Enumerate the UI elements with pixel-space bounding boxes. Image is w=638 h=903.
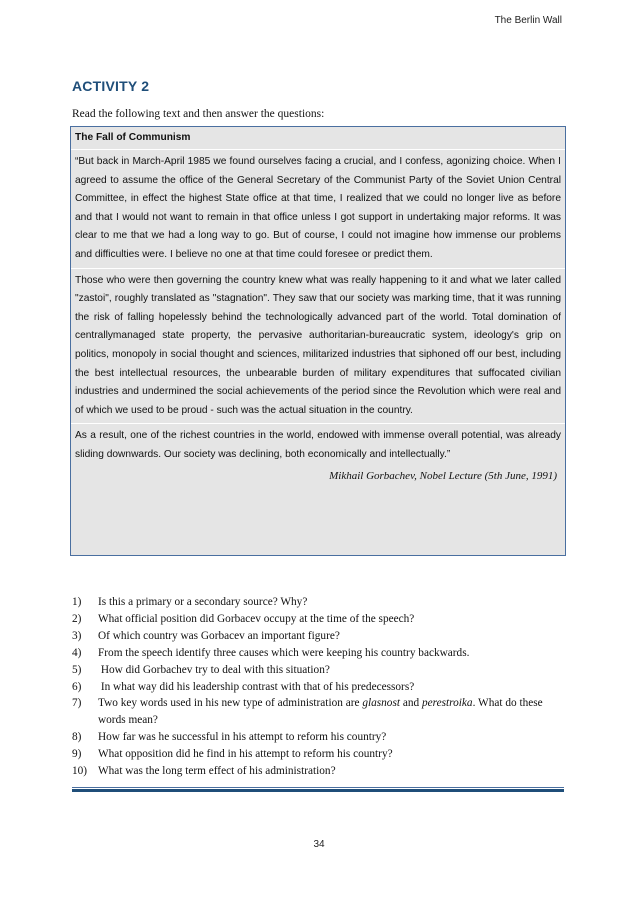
source-paragraph-3: As a result, one of the richest countries in the world, endowed with immense overall potential, was already sliding downwards. Our society was declining, both economically and intellectually.”	[71, 423, 565, 467]
question-item	[72, 628, 564, 645]
question-number: 4)	[72, 646, 82, 659]
question-text: How far was he successful in his attempt to reform his country?	[98, 731, 387, 744]
source-citation: Mikhail Gorbachev, Nobel Lecture (5th June, 1991)	[329, 469, 557, 482]
question-number: 6)	[72, 680, 82, 693]
question-item	[72, 594, 564, 611]
question-text-part: . What do these words mean?	[98, 697, 543, 727]
question-number: 9)	[72, 748, 82, 761]
question-item	[72, 679, 564, 696]
question-text: What official position did Gorbacev occupy at the time of the speech?	[98, 612, 415, 625]
page-number: 34	[313, 839, 325, 850]
question-text-part: and	[400, 697, 422, 710]
question-item	[72, 662, 564, 679]
question-list	[72, 594, 564, 780]
question-item	[72, 695, 564, 729]
question-number: 10)	[72, 765, 88, 778]
question-text: How did Gorbachev try to deal with this situation?	[98, 663, 330, 676]
question-number: 1)	[72, 596, 82, 608]
question-text-part: Two key words used in his new type of administration are	[98, 697, 363, 710]
footer-divider-thin	[72, 787, 564, 788]
source-text-box	[70, 126, 566, 556]
question-item	[72, 746, 564, 763]
question-number: 3)	[72, 629, 82, 642]
question-item	[72, 645, 564, 662]
source-title: The Fall of Communism	[71, 127, 565, 150]
running-header: The Berlin Wall	[494, 15, 562, 26]
source-paragraph-2: Those who were then governing the country knew what was really happening to it and what we later called "zastoi", roughly translated as "stagnation". They saw that our society was marking time, that it was running the risk of falling hopelessly behind the technologically advanced part of the world. Total domination of centrallymanaged state property, the pervasive authoritarian-bureaucratic system, ideology's grip on politics, monopoly in social thought and sciences, militarized industries that siphoned off our best, including the best intellectual resources, the unbearable burden of military expenditures that suffocated civilian industries and undermined the social achievements of the period since the Revolution which were real and of which we used to be proud - such was the actual situation in the country.	[71, 268, 565, 424]
question-text: In what way did his leadership contrast with that of his predecessors?	[98, 680, 415, 693]
question-number: 5)	[72, 663, 82, 676]
question-number: 8)	[72, 731, 82, 744]
question-text: What opposition did he find in his attempt to reform his country?	[98, 748, 393, 761]
question-text: What was the long term effect of his administration?	[98, 765, 336, 778]
term-perestroika: perestroika	[421, 697, 473, 710]
term-glasnost: glasnost	[362, 697, 400, 710]
footer-divider-thick	[72, 789, 564, 792]
activity-title: ACTIVITY 2	[72, 78, 150, 94]
activity-instructions: Read the following text and then answer the questions:	[72, 108, 325, 120]
question-text	[98, 695, 564, 729]
question-text: Of which country was Gorbacev an important figure?	[98, 629, 340, 642]
question-number: 2)	[72, 612, 82, 625]
question-number: 7)	[72, 697, 82, 710]
question-item	[72, 611, 564, 628]
question-text: From the speech identify three causes which were keeping his country backwards.	[98, 646, 470, 659]
question-text: Is this a primary or a secondary source? Why?	[98, 596, 308, 608]
source-paragraph-1: “But back in March-April 1985 we found ourselves facing a crucial, and I confess, agonizing choice. When I agreed to assume the office of the General Secretary of the Communist Party of the Soviet Union Central Committee, in effect the highest State office at that time, I realized that we could no longer live as before and that I would not want to remain in that office unless I got support in undertaking major reforms. It was clear to me that we had a long way to go. But of course, I could not imagine how immense our problems and difficulties were. I believe no one at that time could foresee or predict them.	[75, 156, 561, 260]
question-item	[72, 729, 564, 746]
question-item	[72, 763, 564, 780]
